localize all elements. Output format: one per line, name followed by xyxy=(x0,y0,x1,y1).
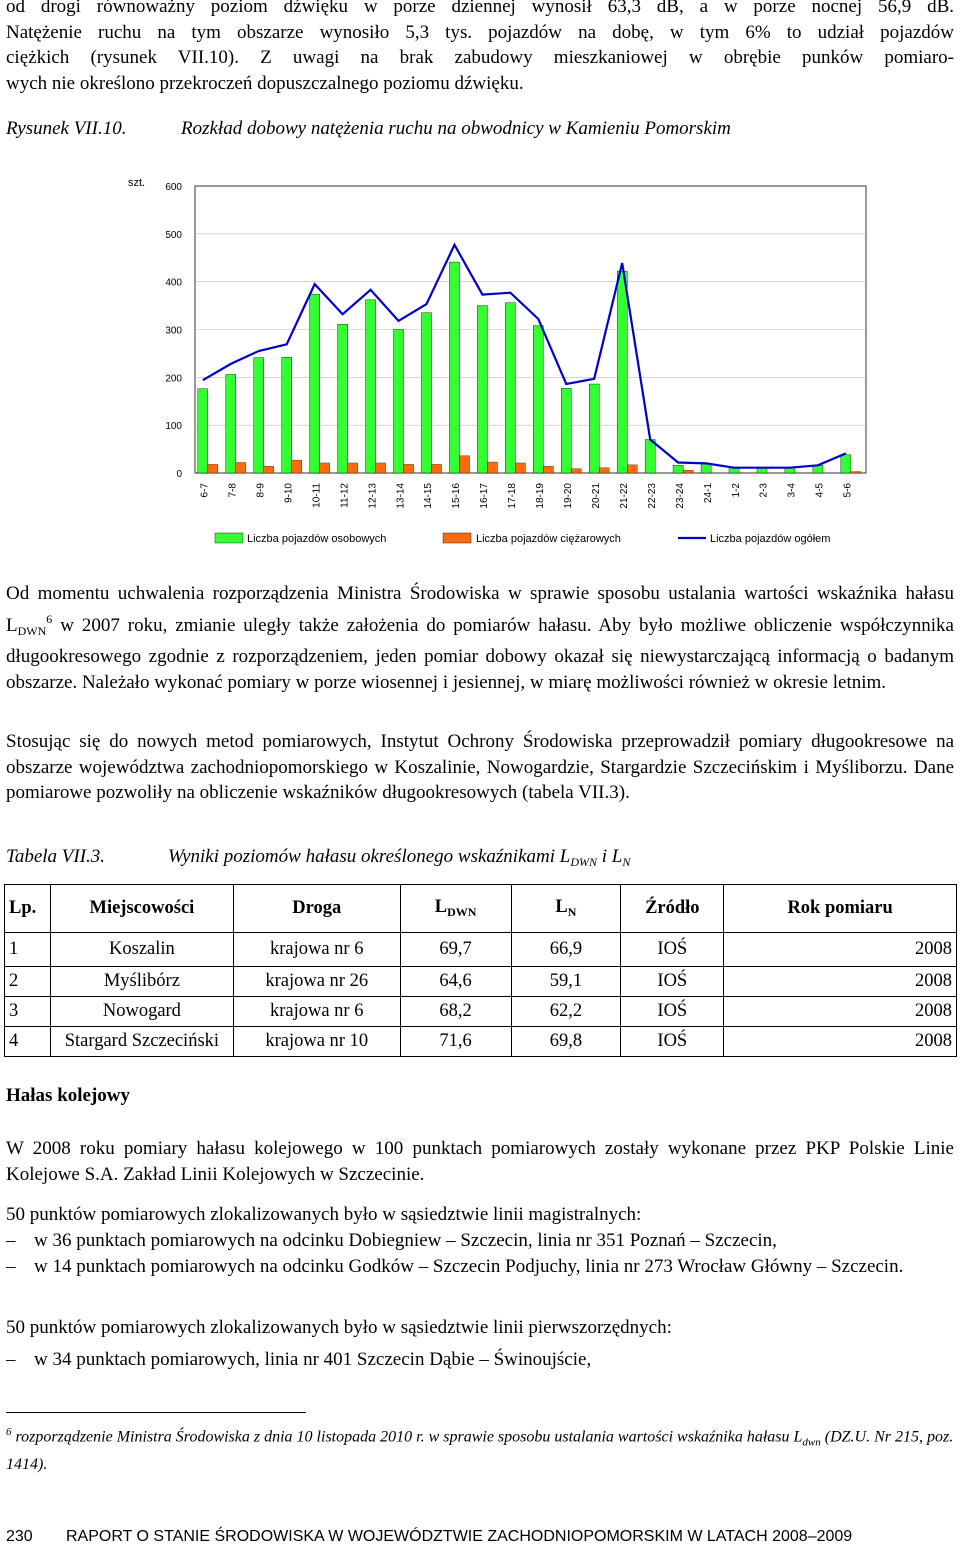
y-axis-label: szt. xyxy=(128,177,146,189)
x-tick-label: 23-24 xyxy=(674,483,686,509)
x-tick-label: 18-19 xyxy=(535,483,547,509)
car-bar xyxy=(841,455,851,473)
x-tick-label: 19-20 xyxy=(563,483,575,509)
col-header-rok: Rok pomiaru xyxy=(724,885,957,933)
car-bar xyxy=(254,358,264,473)
legend-label-total: Liczba pojazdów ogółem xyxy=(710,533,831,545)
truck-bar xyxy=(571,469,581,473)
intro-line-4: wych nie określono przekroczeń dopuszczalnego poziomu dźwięku. xyxy=(6,72,524,94)
truck-bar xyxy=(348,463,358,473)
car-bar xyxy=(617,271,627,473)
legend-label-cars: Liczba pojazdów osobowych xyxy=(247,533,387,545)
x-tick-label: 11-12 xyxy=(339,483,351,508)
chart-legend xyxy=(215,533,830,545)
truck-bar xyxy=(543,466,553,473)
car-bar xyxy=(282,357,292,473)
section-paragraph-3: 50 punktów pomiarowych zlokalizowanych było w sąsiedztwie linii pierwszorzędnych: xyxy=(6,1317,672,1338)
page-number: 230 xyxy=(6,1528,33,1545)
x-tick-label: 6-7 xyxy=(199,483,211,498)
col-header-zrodlo: Źródło xyxy=(621,885,724,933)
results-table xyxy=(4,884,957,1057)
car-bar xyxy=(477,306,487,473)
truck-bar xyxy=(320,463,330,473)
legend-label-trucks: Liczba pojazdów ciężarowych xyxy=(476,533,621,545)
x-tick-label: 5-6 xyxy=(842,483,854,498)
footnote: $^6$ rozporządzenie Ministra Środowiska z dnia 10 listopada 2010 r. w sprawie sposobu ustalania wartości wskaźnika hałasu $L_{dwn}$ (DZ.U. Nr 215, poz. 1414). xyxy=(6,1426,954,1473)
table-caption-number: Tabela VII.3. xyxy=(6,846,106,867)
x-tick-label: 16-17 xyxy=(479,483,491,509)
intro-line-3: ciężkich (rysunek VII.10). Z uwagi na brak zabudowy mieszkaniowej w obrębie punków pomiaro- xyxy=(6,47,954,68)
list-item: – w 14 punktach pomiarowych na odcinku Godków – Szczecin Podjuchy, linia nr 273 Wrocław Główny – Szczecin. xyxy=(6,1256,904,1277)
x-tick-label: 21-22 xyxy=(618,483,630,509)
x-tick-label: 10-11 xyxy=(311,483,323,508)
truck-bar xyxy=(432,464,442,473)
footnote-rule xyxy=(6,1412,306,1413)
traffic-chart xyxy=(120,168,880,563)
ldwn-subscript: DWN xyxy=(17,623,47,638)
x-tick-label: 15-16 xyxy=(451,483,463,509)
truck-bar xyxy=(208,464,218,473)
report-title: RAPORT O STANIE ŚRODOWISKA W WOJEWÓDZTWIE ZACHODNIOPOMORSKIM W LATACH 2008–2009 xyxy=(66,1528,853,1545)
legend-swatch-cars xyxy=(215,533,243,543)
x-tick-label: 1-2 xyxy=(730,483,742,498)
intro-line-2: Natężenie ruchu na tym obszarze wynosiło 5,3 tys. pojazdów na dobę, w tym 6% to udział pojazdów xyxy=(6,21,954,43)
x-tick-label: 2-3 xyxy=(758,483,770,498)
y-tick-label: 100 xyxy=(165,421,182,433)
y-tick-label: 0 xyxy=(176,469,182,480)
x-tick-label: 3-4 xyxy=(786,483,798,498)
car-bar xyxy=(505,303,515,473)
car-bar xyxy=(589,384,599,473)
paragraph-2 xyxy=(6,729,954,806)
x-tick-label: 13-14 xyxy=(395,483,407,509)
truck-bar xyxy=(515,463,525,473)
paragraph-1-part1: Od momentu uchwalenia rozporządzenia Ministra Środowiska w sprawie sposobu ustalania wartości wskaźnika hałasu L xyxy=(6,583,954,636)
truck-bar xyxy=(851,472,861,473)
list-item: – w 36 punktach pomiarowych na odcinku Dobiegniew – Szczecin, linia nr 351 Poznań – Szczecin, xyxy=(6,1230,777,1251)
total-series-line xyxy=(203,245,846,468)
x-tick-label: 9-10 xyxy=(283,483,295,504)
truck-bar xyxy=(683,470,693,473)
table-row: 2 Myślibórz krajowa nr 26 64,6 59,1 IOŚ 2008 xyxy=(5,967,957,997)
col-header-miejscowosci: Miejscowości xyxy=(50,885,233,933)
list-item: – w 34 punktach pomiarowych, linia nr 401 Szczecin Dąbie – Świnoujście, xyxy=(6,1349,592,1370)
x-tick-label: 20-21 xyxy=(590,483,602,509)
table-row: 3 Nowogard krajowa nr 6 68,2 62,2 IOŚ 2008 xyxy=(5,997,957,1027)
y-tick-label: 400 xyxy=(165,277,182,289)
col-header-ln: $L_N$ xyxy=(511,885,621,933)
footnote-ref[interactable]: 6 xyxy=(46,611,53,626)
x-tick-label: 24-1 xyxy=(702,483,714,504)
car-bar xyxy=(226,374,236,473)
figure-caption-number: Rysunek VII.10. xyxy=(6,118,127,139)
car-bar xyxy=(198,389,208,473)
car-bar xyxy=(310,294,320,473)
y-tick-label: 500 xyxy=(165,229,182,241)
paragraph-1 xyxy=(6,581,954,695)
y-tick-label: 200 xyxy=(165,373,182,385)
truck-bar xyxy=(264,466,274,473)
x-tick-label: 17-18 xyxy=(507,483,519,509)
truck-bar xyxy=(404,464,414,473)
paragraph-2-text: Stosując się do nowych metod pomiarowych, Instytut Ochrony Środowiska przeprowadził pomiary długookresowe na obszarze województwa zachodniopomorskiego w Koszalinie, Nowogardzie, Stargardzie Szczecińskim i Myśliborzu. Dane pomiarowe pozwoliły na obliczenie wskaźników długookresowych (tabela VII.3). xyxy=(6,731,954,803)
col-header-lp: Lp. xyxy=(5,885,51,933)
car-bar xyxy=(366,300,376,473)
x-tick-label: 4-5 xyxy=(814,483,826,498)
x-tick-label: 7-8 xyxy=(227,483,239,498)
car-bar xyxy=(449,262,459,473)
section-heading: Hałas kolejowy xyxy=(6,1085,131,1106)
truck-bar xyxy=(459,456,469,473)
section-paragraph-2: 50 punktów pomiarowych zlokalizowanych było w sąsiedztwie linii magistralnych: xyxy=(6,1204,642,1225)
intro-line-1: od drogi równoważny poziom dźwięku w porze dziennej wynosił 63,3 dB, a w porze nocnej 56,9 dB. xyxy=(6,0,954,17)
x-tick-label: 14-15 xyxy=(423,483,435,509)
y-tick-label: 300 xyxy=(165,325,182,337)
col-header-ldwn: $L_{DWN}$ xyxy=(400,885,511,933)
table-header-row xyxy=(5,885,957,933)
table-caption-title: Wyniki poziomów hałasu określonego wskaźnikami $L_{DWN}$ i $L_N$ xyxy=(168,846,631,869)
truck-bar xyxy=(599,468,609,473)
truck-bar xyxy=(236,462,246,473)
truck-bar xyxy=(487,462,497,473)
y-tick-label: 600 xyxy=(165,182,182,193)
x-tick-label: 12-13 xyxy=(367,483,379,509)
figure-caption-title: Rozkład dobowy natężenia ruchu na obwodnicy w Kamieniu Pomorskim xyxy=(181,118,731,139)
legend-swatch-trucks xyxy=(443,533,471,543)
x-tick-label: 8-9 xyxy=(255,483,267,498)
car-bar xyxy=(561,388,571,473)
car-bar xyxy=(673,465,683,473)
car-bar xyxy=(645,440,655,473)
car-bar xyxy=(421,313,431,473)
table-row: 1 Koszalin krajowa nr 6 69,7 66,9 IOŚ 2008 xyxy=(5,933,957,967)
truck-bar xyxy=(627,465,637,473)
car-bar xyxy=(533,326,543,473)
col-header-droga: Droga xyxy=(233,885,400,933)
paragraph-1-part2: w 2007 roku, zmianie uległy także założenia do pomiarów hałasu. Aby było możliwe obliczenie współczynnika długookresowego zgodnie z rozporządzeniem, jeden pomiar dobowy okazał się niewystarczającą informacją o badanym obszarze. Należało wykonać pomiary w porze wiosennej i jesiennej, w miarę możliwości również w okresie letnim. xyxy=(6,614,954,693)
intro-paragraph xyxy=(6,0,954,96)
section-paragraph-1: W 2008 roku pomiary hałasu kolejowego w 100 punktach pomiarowych zostały wykonane przez PKP Polskie Linie Kolejowe S.A. Zakład Linii Kolejowych w Szczecinie. xyxy=(6,1138,954,1185)
truck-bar xyxy=(292,460,302,473)
truck-bar xyxy=(376,463,386,473)
table-row: 4 Stargard Szczeciński krajowa nr 10 71,6 69,8 IOŚ 2008 xyxy=(5,1027,957,1057)
car-bar xyxy=(394,330,404,474)
car-bar xyxy=(338,324,348,473)
x-tick-label: 22-23 xyxy=(646,483,658,509)
